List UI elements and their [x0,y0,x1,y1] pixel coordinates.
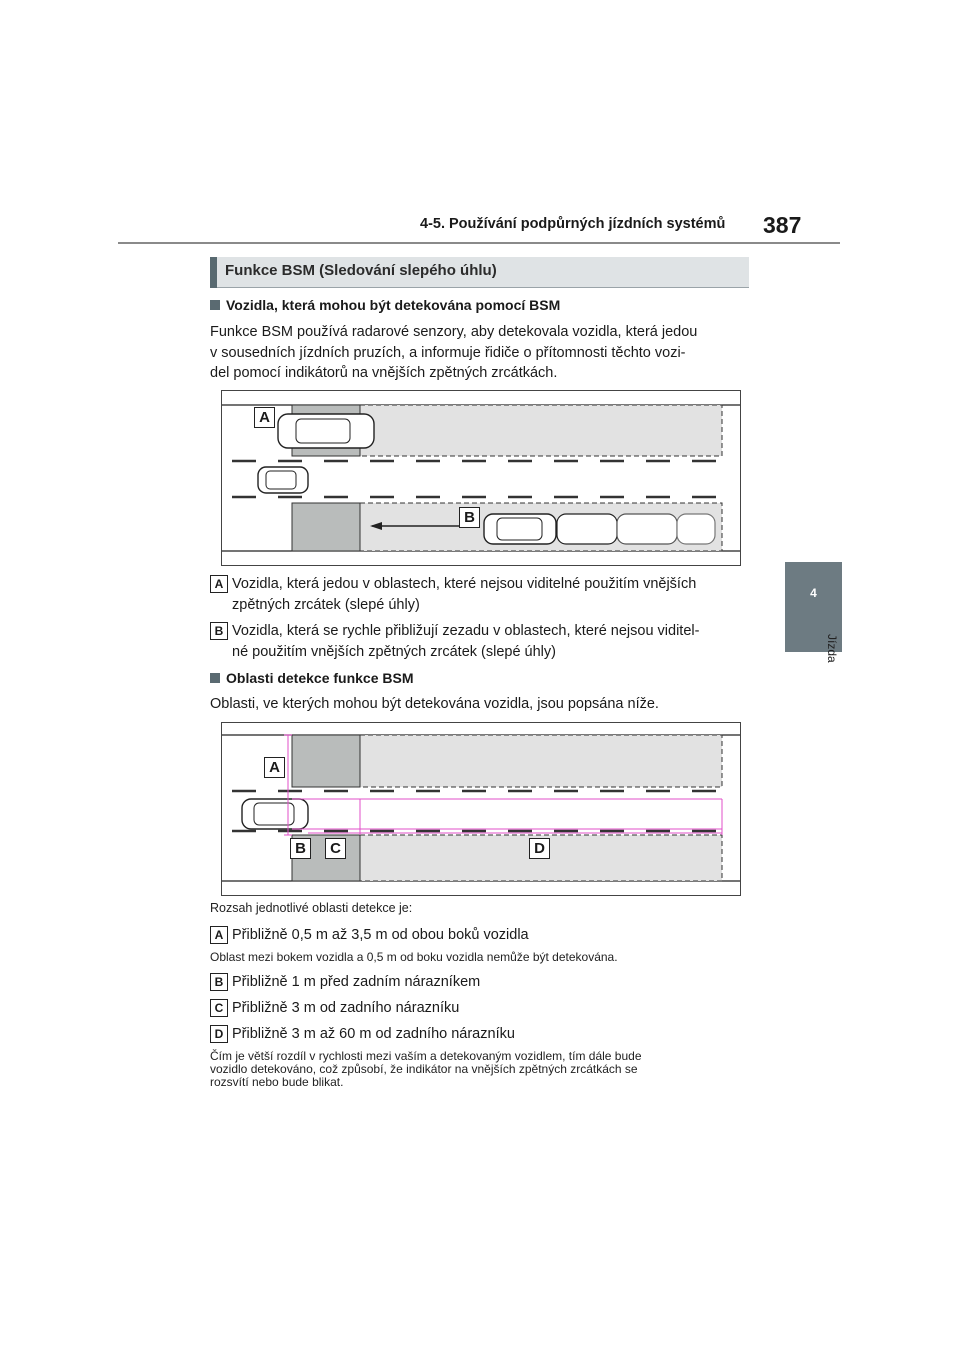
page-number: 387 [763,212,802,238]
chapter-number: 4 [810,586,817,600]
diagram-label-a: A [254,407,275,428]
diagram-label-b: B [459,507,480,528]
note-line: rozsvítí nebo bude blikat. [210,1075,344,1089]
diagram-label-d: D [529,838,550,859]
intro-paragraph: Oblasti, ve kterých mohou být detekována vozidla, jsou popsána níže. [210,696,659,712]
final-note [210,1050,740,1089]
paragraph-line: Funkce BSM používá radarové senzory, aby detekovala vozidla, která jedou [210,324,698,340]
paragraph-line: v sousedních jízdních pruzích, a informuje řidiče o přítomnosti těchto vozi- [210,344,686,361]
subheading-text: Vozidla, která mohou být detekována pomocí BSM [226,297,561,313]
item-text: Přibližně 3 m až 60 m od zadního nárazníku [232,1026,515,1042]
road-illustration [222,391,740,565]
item-text: Přibližně 3 m od zadního nárazníku [232,1000,460,1016]
section-title-bar [210,257,217,288]
car-blind-spot-icon [278,414,374,448]
item-badge: D [210,1025,228,1043]
intro-paragraph [210,322,755,384]
item-badge: B [210,622,228,640]
subheading-detectable-vehicles [210,297,560,313]
item-text: Vozidla, která jedou v oblastech, které nejsou viditelné použitím vnějších [232,576,697,592]
item-text: Přibližně 1 m před zadním nárazníkem [232,974,481,990]
item-text: Vozidla, která se rychle přibližují zezadu v oblastech, které nejsou viditel- [232,623,700,639]
section-title: Funkce BSM (Sledování slepého úhlu) [225,262,497,279]
blind-spot-diagram [221,390,741,566]
item-text: né použitím vnějších zpětných zrcátek (slepé úhly) [232,643,556,660]
chapter-label: Jízda [825,634,839,663]
item-badge: B [210,973,228,991]
approaching-car-icon [484,514,715,544]
note-line: Čím je větší rozdíl v rychlosti mezi vaším a detekovaným vozidlem, tím dále bude [210,1049,642,1063]
item-badge: A [210,575,228,593]
running-header-section: 4-5. Používání podpůrných jízdních systémů [420,216,726,232]
header-rule [118,242,840,244]
square-bullet-icon [210,300,220,310]
diagram-label-c: C [325,838,346,859]
own-car-icon [258,467,308,493]
subheading-detection-areas [210,670,414,686]
note-line: vozidlo detekováno, což způsobí, že indikátor na vnějších zpětných zrcátkách se [210,1062,638,1076]
own-car-icon [242,799,308,829]
diagram-label-b: B [290,838,311,859]
subheading-text: Oblasti detekce funkce BSM [226,670,414,686]
note-text: Oblast mezi bokem vozidla a 0,5 m od boku vozidla nemůže být detekována. [210,950,618,964]
range-caption: Rozsah jednotlivé oblasti detekce je: [210,901,413,915]
item-text: Přibližně 0,5 m až 3,5 m od obou boků vozidla [232,927,529,943]
item-badge: A [210,926,228,944]
diagram-label-a: A [264,757,285,778]
road-illustration [222,723,740,895]
item-badge: C [210,999,228,1017]
detection-areas-diagram [221,722,741,896]
square-bullet-icon [210,673,220,683]
item-text: zpětných zrcátek (slepé úhly) [232,596,420,613]
paragraph-line: del pomocí indikátorů na vnějších zpětných zrcátkách. [210,365,558,381]
